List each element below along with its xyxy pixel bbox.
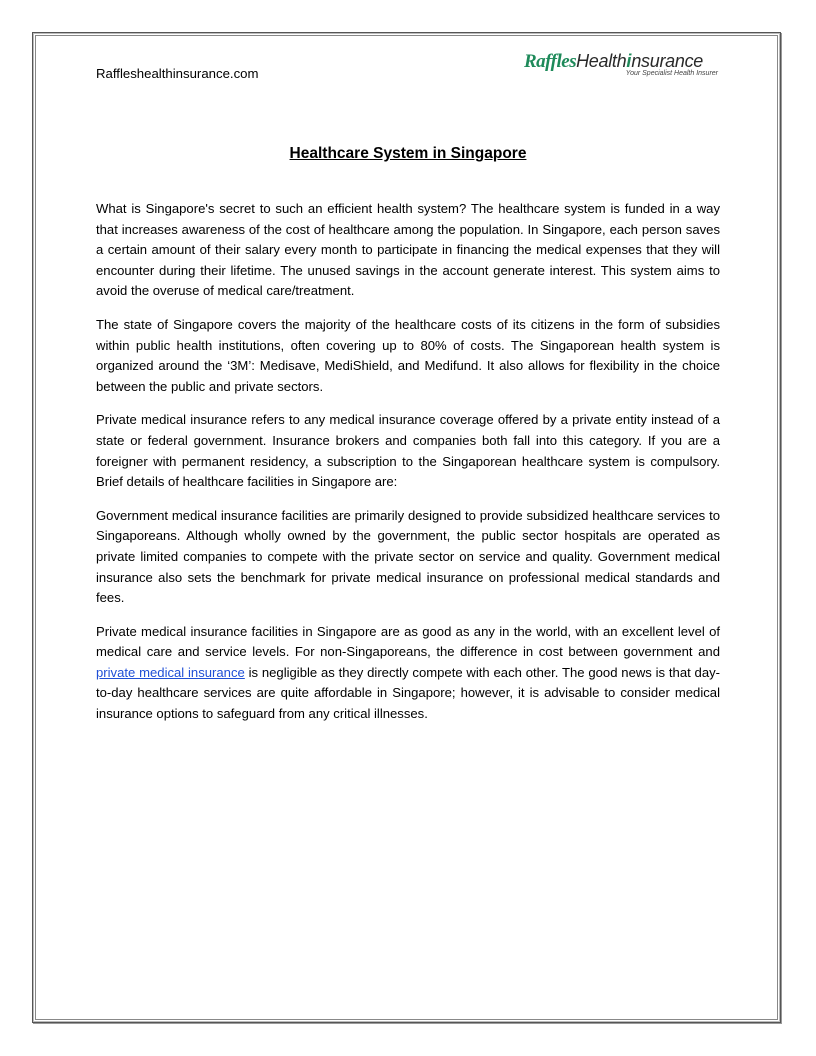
document-body: [96, 199, 720, 738]
company-logo: [524, 50, 724, 82]
private-medical-insurance-link[interactable]: private medical insurance: [96, 664, 245, 680]
paragraph: Private medical insurance refers to any medical insurance coverage offered by a private entity instead of a state or federal government. Insurance brokers and companies both fall into this category. If you are a foreigner with permanent residency, a subscription to the Singaporean healthcare system is compulsory. Brief details of healthcare facilities in Singapore are:: [96, 412, 720, 490]
document-title: Healthcare System in Singapore: [289, 145, 527, 162]
logo-i-accent: i: [626, 51, 632, 71]
paragraph-with-link: [96, 622, 720, 725]
logo-insurance: nsurance: [631, 51, 703, 71]
paragraph-text-after-link: is negligible as they directly compete with each other. The good news is that day-to-day healthcare services are quite affordable in Singapore; however, it is advisable to consider medical insurance options to safeguard from any critical illnesses.: [96, 664, 721, 722]
logo-tagline: Your Specialist Health Insurer: [625, 70, 718, 77]
logo-raffles: Raffles: [524, 51, 577, 72]
logo-health: Health: [576, 51, 627, 71]
site-url: Raffleshealthinsurance.com: [96, 66, 259, 81]
paragraph: Government medical insurance facilities are primarily designed to provide subsidized healthcare services to Singaporeans. Although wholly owned by the government, the public sector hospitals are operated as private limited companies to compete with the private sector on service and quality. Government medical insurance also sets the benchmark for private medical insurance on professional medical standards and fees.: [96, 507, 720, 606]
paragraph: What is Singapore's secret to such an efficient health system? The healthcare system is funded in a way that increases awareness of the cost of healthcare among the population. In Singapore, each person saves a certain amount of their salary every month to participate in financing the medical expenses that they will encounter during their lifetime. The unused savings in the account generate interest. This system aims to avoid the overuse of medical care/treatment.: [96, 201, 720, 299]
paragraph-text-before-link: Private medical insurance facilities in Singapore are as good as any in the world, with an excellent level of medical care and service levels. For non-Singaporeans, the difference in cost between government and: [96, 623, 720, 660]
paragraph: The state of Singapore covers the majority of the healthcare costs of its citizens in the form of subsidies within public health institutions, often covering up to 80% of costs. The Singaporean health system is organized around the ‘3M’: Medisave, MediShield, and Medifund. It also allows for flexibility in the choice between the public and private sectors.: [96, 316, 720, 394]
